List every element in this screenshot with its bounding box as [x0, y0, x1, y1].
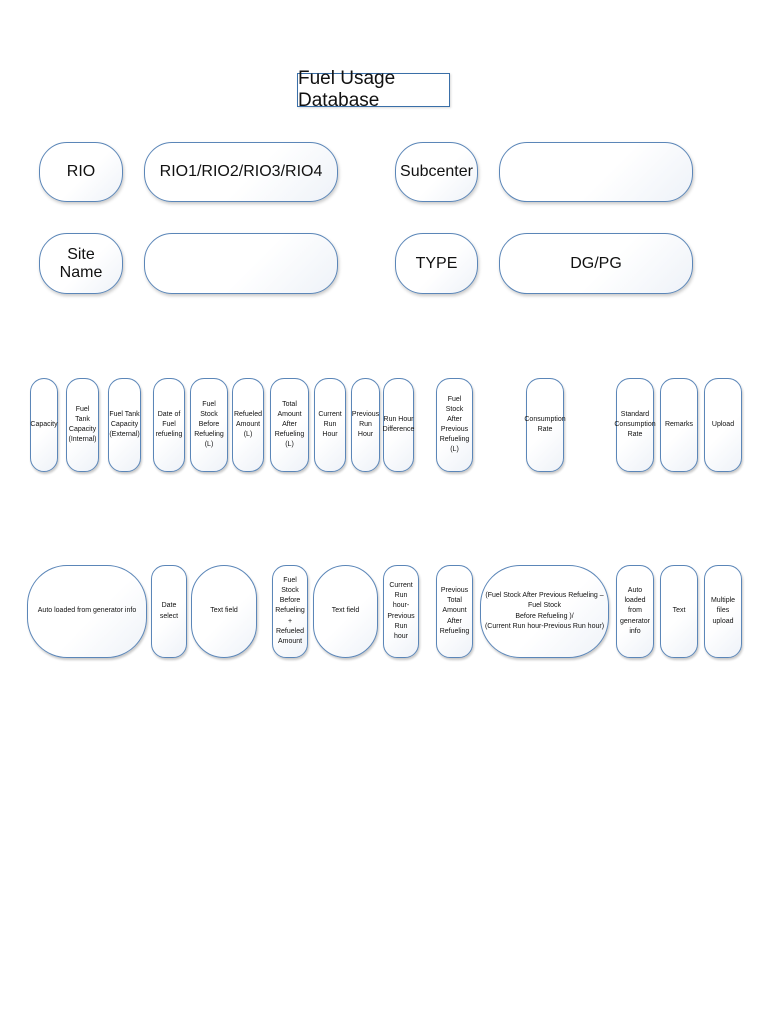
header-fuel-tank-capacity-external: Fuel Tank Capacity (External) — [108, 378, 141, 472]
input-auto-loaded-standard-rate: Auto loaded from generator info — [616, 565, 654, 658]
header-current-run-hour: Current Run Hour — [314, 378, 346, 472]
rio-field[interactable]: RIO1/RIO2/RIO3/RIO4 — [144, 142, 338, 202]
input-remarks-text[interactable]: Text — [660, 565, 698, 658]
header-fuel-stock-after-previous-refueling: Fuel Stock After Previous Refueling (L) — [436, 378, 473, 472]
header-previous-run-hour: Previous Run Hour — [351, 378, 380, 472]
header-fuel-stock-before-refueling: Fuel Stock Before Refueling (L) — [190, 378, 228, 472]
subcenter-label: Subcenter — [395, 142, 478, 202]
header-capacity: Capacity — [30, 378, 58, 472]
header-run-hour-difference: Run Hour Difference — [383, 378, 414, 472]
input-consumption-rate-formula: (Fuel Stock After Previous Refueling – Fuel Stock Before Refueling )/ (Current Run hour-Previous Run hour) — [480, 565, 609, 658]
header-consumption-rate: Consumption Rate — [526, 378, 564, 472]
type-field[interactable]: DG/PG — [499, 233, 693, 294]
header-fuel-tank-capacity-internal: Fuel Tank Capacity (Internal) — [66, 378, 99, 472]
header-upload: Upload — [704, 378, 742, 472]
header-remarks: Remarks — [660, 378, 698, 472]
header-standard-consumption-rate: Standard Consumption Rate — [616, 378, 654, 472]
header-total-amount-after-refueling: Total Amount After Refueling (L) — [270, 378, 309, 472]
rio-label: RIO — [39, 142, 123, 202]
type-label: TYPE — [395, 233, 478, 294]
input-text-field-run-hour[interactable]: Text field — [313, 565, 378, 658]
subcenter-field[interactable] — [499, 142, 693, 202]
page-title: Fuel Usage Database — [297, 73, 450, 107]
header-date-of-fuel-refueling: Date of Fuel refueling — [153, 378, 185, 472]
input-text-field-refueled[interactable]: Text field — [191, 565, 257, 658]
input-auto-loaded-generator-info[interactable]: Auto loaded from generator info — [27, 565, 147, 658]
header-refueled-amount: Refueled Amount (L) — [232, 378, 264, 472]
input-date-select[interactable]: Date select — [151, 565, 187, 658]
site-name-label: Site Name — [39, 233, 123, 294]
input-previous-total-amount: Previous Total Amount After Refueling — [436, 565, 473, 658]
site-name-field[interactable] — [144, 233, 338, 294]
input-multiple-files-upload[interactable]: Multiple files upload — [704, 565, 742, 658]
input-total-amount-formula: Fuel Stock Before Refueling + Refueled Amount — [272, 565, 308, 658]
input-run-hour-difference-formula: Current Run hour- Previous Run hour — [383, 565, 419, 658]
